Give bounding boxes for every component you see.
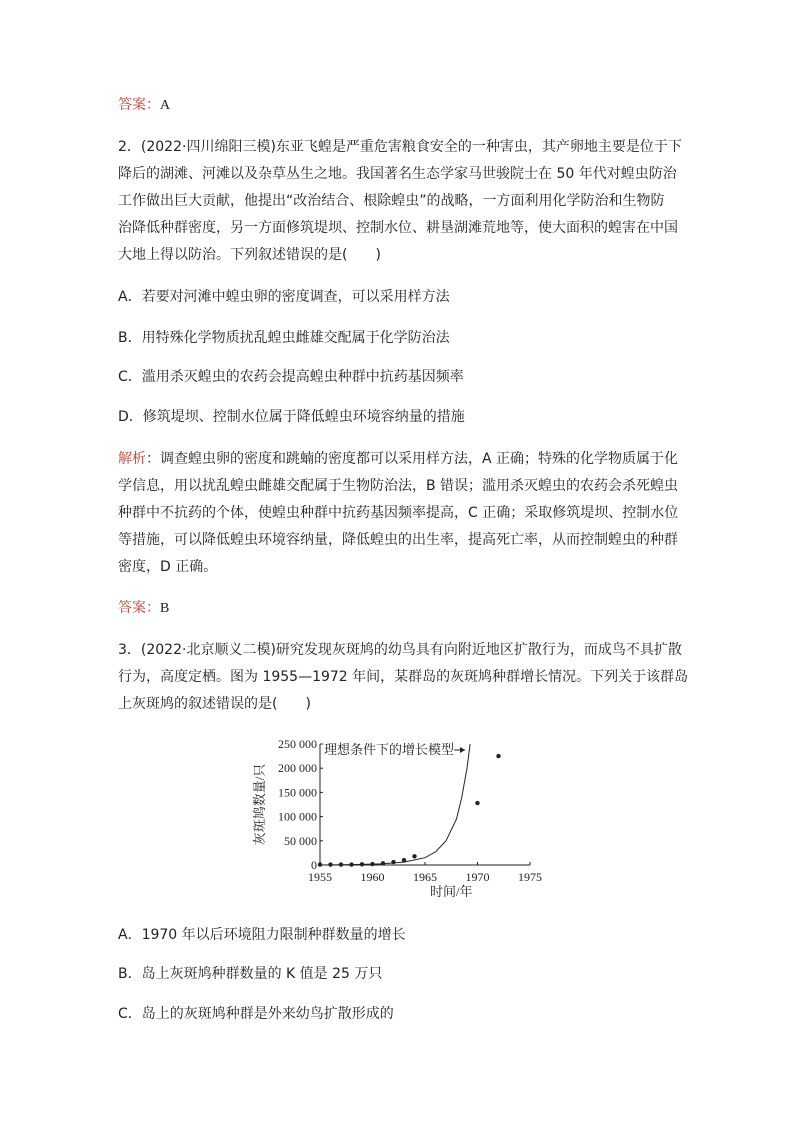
q2-stem-line-1: 2．(2022·四川绵阳三模)东亚飞蝗是严重危害粮食安全的一种害虫，其产卵地主要是位于下	[118, 139, 682, 155]
arrow-head	[460, 747, 465, 753]
analysis-text-1: ：调查蝗虫卵的密度和跳蝻的密度都可以采用样方法，A 正确；特殊的化学物质属于化	[146, 451, 679, 467]
chart-axes	[320, 744, 530, 865]
analysis-label: 解析	[118, 451, 146, 467]
x-tick-label: 1960	[360, 870, 385, 884]
q2-stem-line-5: 大地上得以防治。下列叙述错误的是( )	[118, 247, 381, 263]
y-axis-label: 灰斑鸠数量/只	[252, 763, 267, 846]
data-point	[391, 860, 395, 864]
y-tick-label: 150 000	[278, 785, 317, 800]
q2-stem-line-3: 工作做出巨大贡献，他提出“改治结合、根除蝗虫”的战略，一方面利用化学防治和生物防	[118, 193, 665, 209]
data-points	[318, 754, 501, 867]
data-point	[496, 754, 500, 758]
q3-option-c: C．岛上的灰斑鸠种群是外来幼鸟扩散形成的	[118, 1006, 394, 1022]
q2-analysis-line-1	[118, 451, 678, 467]
y-tick-label: 250 000	[278, 737, 317, 751]
data-point	[360, 862, 364, 866]
chart-annotation: 理想条件下的增长模型	[324, 742, 455, 757]
q2-option-d: D．修筑堤坝、控制水位属于降低蝗虫环境容纳量的措施	[118, 409, 465, 425]
data-point	[402, 858, 406, 862]
answer-2-label: 答案：	[118, 600, 160, 616]
annotation-arrow	[454, 747, 465, 753]
q3-stem-line-2: 行为，高度定栖。图为 1955—1972 年间，某群岛的灰斑鸠种群增长情况。下列关于该群岛	[118, 669, 689, 685]
q2-stem-line-4: 治降低种群密度，另一方面修筑堤坝、控制水位、耕垦湖滩荒地等，使大面积的蝗害在中国	[118, 220, 678, 236]
data-point	[475, 801, 479, 805]
y-tick-label: 200 000	[278, 761, 317, 776]
x-axis-label: 时间/年	[429, 884, 473, 899]
x-tick-label: 1955	[308, 870, 332, 884]
data-point	[318, 862, 322, 866]
data-point	[381, 861, 385, 865]
y-tick-label: 0	[311, 858, 317, 872]
data-point	[412, 854, 416, 858]
x-tick-label: 1975	[518, 870, 542, 884]
y-tick-label: 100 000	[278, 809, 317, 824]
data-point	[370, 862, 374, 866]
q2-analysis-line-2: 学信息，用以扰乱蝗虫雌雄交配属于生物防治法，B 错误；滥用杀灭蝗虫的农药会杀死蝗虫	[118, 478, 679, 494]
q2-stem-line-2: 降后的湖滩、河滩以及杂草丛生之地。我国著名生态学家马世骏院士在 50 年代对蝗虫防治	[118, 166, 677, 182]
q3-option-a: A．1970 年以后环境阻力限制种群数量的增长	[118, 927, 406, 943]
answer-2	[118, 600, 169, 617]
q3-stem-line-1: 3．(2022·北京顺义二模)研究发现灰斑鸠的幼鸟具有向附近地区扩散行为，而成鸟不具扩散	[118, 642, 682, 658]
y-tick-label: 50 000	[284, 833, 317, 848]
data-point	[349, 862, 353, 866]
answer-2-value: B	[160, 601, 170, 616]
q2-option-b: B．用特殊化学物质扰乱蝗虫雌雄交配属于化学防治法	[118, 330, 450, 346]
q3-stem-line-3: 上灰斑鸠的叙述错误的是( )	[118, 696, 311, 712]
population-growth-chart	[250, 732, 550, 902]
data-point	[328, 862, 332, 866]
data-point	[339, 862, 343, 866]
answer-1	[118, 97, 170, 114]
ideal-growth-curve	[320, 744, 470, 865]
answer-1-label: 答案：	[118, 97, 160, 113]
x-tick-label: 1965	[413, 870, 437, 884]
q2-option-c: C．滥用杀灭蝗虫的农药会提高蝗虫种群中抗药基因频率	[118, 369, 464, 385]
q2-analysis-line-3: 种群中不抗药的个体，使蝗虫种群中抗药基因频率提高，C 正确；采取修筑堤坝、控制水位	[118, 505, 679, 521]
x-tick-label: 1970	[465, 870, 490, 884]
q3-option-b: B．岛上灰斑鸠种群数量的 K 值是 25 万只	[118, 966, 383, 982]
answer-1-value: A	[160, 98, 171, 113]
q2-analysis-line-5: 密度，D 正确。	[118, 559, 218, 575]
q2-analysis-line-4: 等措施，可以降低蝗虫环境容纳量，降低蝗虫的出生率，提高死亡率，从而控制蝗虫的种群	[118, 532, 678, 548]
y-ticks	[278, 737, 323, 872]
q2-option-a: A．若要对河滩中蝗虫卵的密度调查，可以采用样方法	[118, 289, 450, 305]
